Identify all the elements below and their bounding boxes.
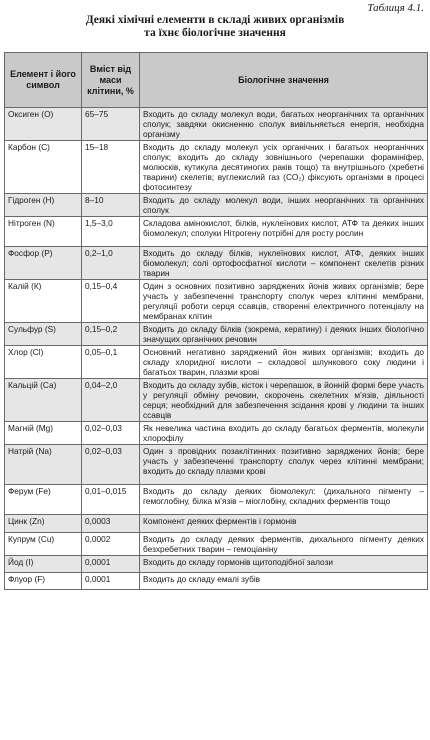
cell-content: 0,15–0,4: [82, 280, 140, 323]
cell-role: Входить до складу білків (зокрема, кератину) і деяких інших біологічно значущих органічних речовин: [140, 323, 428, 346]
cell-role: Входить до складу білків, нуклеїнових кислот, АТФ, деяких інших біомолекул; солі ортофосфатної кислоти – компонент скелетів різних тварин: [140, 247, 428, 280]
cell-element: Флуор (F): [5, 573, 82, 590]
title-line-1: Деякі хімічні елементи в складі живих організмів: [85, 14, 345, 26]
cell-element: Сульфур (S): [5, 323, 82, 346]
table-row: [5, 141, 428, 194]
cell-role: Компонент деяких ферментів і гормонів: [140, 515, 428, 533]
cell-role: Як невелика частина входить до складу багатьох ферментів, молекули хлорофілу: [140, 422, 428, 445]
cell-element: Натрій (Na): [5, 445, 82, 485]
table-row: [5, 346, 428, 379]
cell-element: Калій (К): [5, 280, 82, 323]
cell-element: Магній (Mg): [5, 422, 82, 445]
table-row: [5, 533, 428, 556]
cell-content: 0,02–0,03: [82, 445, 140, 485]
header-row: [5, 53, 428, 108]
cell-element: Нітроген (N): [5, 217, 82, 247]
cell-element: Йод (I): [5, 556, 82, 573]
table-row: [5, 194, 428, 217]
table-row: [5, 445, 428, 485]
table-row: [5, 247, 428, 280]
cell-content: 0,0001: [82, 573, 140, 590]
cell-role: Входить до складу молекул води, інших неорганічних та органічних сполук: [140, 194, 428, 217]
cell-element: Карбон (С): [5, 141, 82, 194]
page-title: [0, 14, 430, 40]
cell-content: 0,05–0,1: [82, 346, 140, 379]
cell-element: Гідроген (Н): [5, 194, 82, 217]
cell-content: 0,2–1,0: [82, 247, 140, 280]
table-row: [5, 485, 428, 515]
cell-role: Входить до складу молекул води, багатьох неорганічних та органічних сполук; завдяки окисненню сполук вивільняється енергія, необхідна організму: [140, 108, 428, 141]
cell-content: 0,02–0,03: [82, 422, 140, 445]
cell-content: 15–18: [82, 141, 140, 194]
table-caption: Таблиця 4.1.: [367, 2, 424, 14]
table-row: [5, 280, 428, 323]
cell-role: Один з основних позитивно заряджених йонів живих організмів; бере участь у забезпеченні транспорту сполук через клітинні мембрани, регуляції роботи серця ссавців, створенні електричного потенціалу на мембранах клітин: [140, 280, 428, 323]
cell-role: Основний негативно заряджений йон живих організмів; входить до складу хлоридної кислоти – складової шлункового соку людини і багатьох тварин, плазми крові: [140, 346, 428, 379]
cell-role: Входить до складу деяких ферментів, дихального пігменту деяких безхребетних тварин – гемоціаніну: [140, 533, 428, 556]
cell-role: Входить до складу деяких біомолекул: (дихального пігменту – гемоглобіну, білка м’язів – міоглобіну, складних ферментів тощо: [140, 485, 428, 515]
cell-role: Входить до складу молекул усіх органічних і багатьох неорганічних сполук; входить до складу зовнішнього (черепашки форамініфер, молюсків, кутикула десятиногих раків тощо) та внутрішнього (хребетні тварини) скелетів; вуглекислий газ (CO₂) фіксують організми в процесі фотосинтезу: [140, 141, 428, 194]
table-row: [5, 108, 428, 141]
header-element: Елемент і його символ: [5, 53, 82, 108]
table-row: [5, 323, 428, 346]
cell-role: Один з провідних позаклітинних позитивно заряджених йонів; бере участь у забезпеченні транспорту сполук через клітинні мембрани; входить до складу плазми крові: [140, 445, 428, 485]
table-row: [5, 556, 428, 573]
header-content: Вміст від маси клітини, %: [82, 53, 140, 108]
cell-element: Купрум (Cu): [5, 533, 82, 556]
cell-content: 1,5–3,0: [82, 217, 140, 247]
elements-table: [4, 52, 428, 590]
table-row: [5, 515, 428, 533]
cell-content: 65–75: [82, 108, 140, 141]
cell-element: Фосфор (Р): [5, 247, 82, 280]
cell-content: 0,0001: [82, 556, 140, 573]
table-row: [5, 379, 428, 422]
cell-element: Хлор (Cl): [5, 346, 82, 379]
table-row: [5, 573, 428, 590]
title-line-2: та їхнє біологічне значення: [144, 27, 286, 39]
table-row: [5, 422, 428, 445]
cell-element: Кальцій (Са): [5, 379, 82, 422]
cell-role: Входить до складу гормонів щитоподібної залози: [140, 556, 428, 573]
cell-content: 0,0003: [82, 515, 140, 533]
header-role: Біологічне значення: [140, 53, 428, 108]
cell-content: 0,04–2,0: [82, 379, 140, 422]
cell-element: Оксиген (О): [5, 108, 82, 141]
cell-content: 8–10: [82, 194, 140, 217]
cell-element: Цинк (Zn): [5, 515, 82, 533]
table-row: [5, 217, 428, 247]
cell-content: 0,0002: [82, 533, 140, 556]
cell-content: 0,15–0,2: [82, 323, 140, 346]
table-body: [5, 108, 428, 590]
cell-content: 0,01–0,015: [82, 485, 140, 515]
cell-role: Входить до складу зубів, кісток і черепашок, в йонній формі бере участь у регуляції обміну речовин, скорочень скелетних м’язів, діяльності серця; необхідний для забезпечення зсідання крові у людини та інших ссавців: [140, 379, 428, 422]
cell-role: Складова амінокислот, білків, нуклеїнових кислот, АТФ та деяких інших біомолекул; сполуки Нітрогену потрібні для росту рослин: [140, 217, 428, 247]
cell-element: Ферум (Fe): [5, 485, 82, 515]
cell-role: Входить до складу емалі зубів: [140, 573, 428, 590]
